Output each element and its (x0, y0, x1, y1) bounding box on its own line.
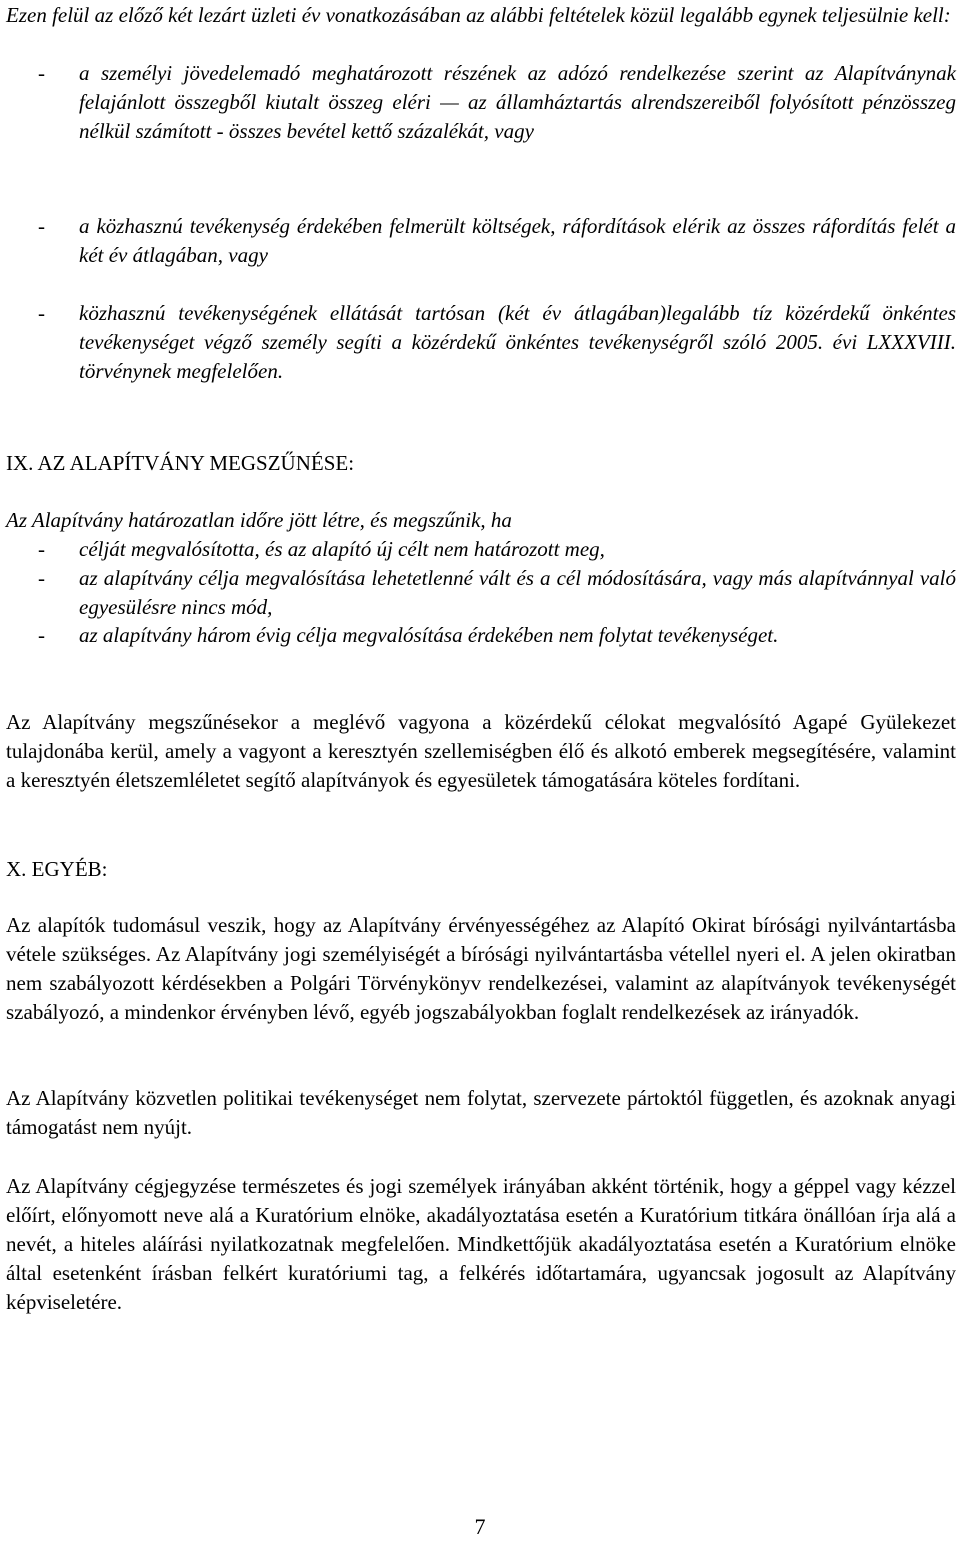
intro-list-item-text: a személyi jövedelemadó meghatározott részének az adózó rendelkezése szerint az Alapítványnak felajánlott összegből kiutalt összeg eléri — az államháztartás alrendszereiből folyósított pénzösszeg nélkül számított - összes bevétel kettő százalékát, vagy (79, 61, 956, 143)
section-ix-list-item-2 (6, 564, 956, 622)
intro-list-item-1 (6, 59, 956, 146)
list-dash: - (38, 566, 45, 590)
intro-list-item-text: közhasznú tevékenységének ellátását tartósan (két év átlagában)legalább tíz közérdekű önkéntes tevékenységet végző személy segíti a közérdekű önkéntes tevékenységről szóló 2005. évi LXXXVIII. törvénynek megfelelően. (79, 301, 956, 383)
section-ix-list-item-text: az alapítvány három évig célja megvalósítása érdekében nem folytat tevékenységet. (79, 623, 779, 647)
section-ix-lead: Az Alapítvány határozatlan időre jött létre, és megszűnik, ha (6, 508, 512, 532)
list-dash: - (38, 537, 45, 561)
intro-list-item-2 (6, 212, 956, 270)
section-x-paragraph-2: Az Alapítvány közvetlen politikai tevékenységet nem folytat, szervezete pártoktól független, és azoknak anyagi támogatást nem nyújt. (6, 1086, 956, 1139)
list-dash: - (38, 623, 45, 647)
section-ix-list-item-text: az alapítvány célja megvalósítása lehetetlenné vált és a cél módosítására, vagy más alapítvánnyal való egyesülésre nincs mód, (79, 566, 956, 619)
section-ix-list-item-1 (6, 535, 956, 564)
intro-list-item-text: a közhasznú tevékenység érdekében felmerült költségek, ráfordítások elérik az összes ráfordítás felét a két év átlagában, vagy (79, 214, 956, 267)
section-ix-list-item-3 (6, 621, 956, 650)
list-dash: - (38, 214, 45, 238)
intro-list-item-3 (6, 299, 956, 386)
section-heading-x: X. EGYÉB: (6, 857, 108, 881)
section-x-paragraph-1: Az alapítók tudomásul veszik, hogy az Alapítvány érvényességéhez az Alapító Okirat bírósági nyilvántartásba vétele szükséges. Az Alapítvány jogi személyiségét a bírósági nyilvántartásba vétellel nyeri el. A jelen okiratban nem szabályozott kérdésekben a Polgári Törvénykönyv rendelkezései, valamint az alapítványok tevékenységét szabályozó, a mindenkor érvényben lévő, egyéb jogszabályokban foglalt rendelkezések az irányadók. (6, 913, 956, 1024)
section-heading-ix: IX. AZ ALAPÍTVÁNY MEGSZŰNÉSE: (6, 451, 355, 475)
page-number: 7 (474, 1514, 486, 1539)
section-ix-list-item-text: célját megvalósította, és az alapító új célt nem határozott meg, (79, 537, 605, 561)
section-x-paragraph-3: Az Alapítvány cégjegyzése természetes és jogi személyek irányában akként történik, hogy a géppel vagy kézzel előírt, előnyomott neve alá a Kuratórium elnöke, akadályoztatása esetén a Kuratórium titkára önállóan írja alá a nevét, a hiteles aláírási nyilatkozatnak megfelelően. Mindkettőjük akadályoztatása esetén a Kuratórium elnöke által esetenként írásban felkért kuratóriumi tag, a felkérés időtartamára, ugyancsak jogosult az Alapítvány képviseletére. (6, 1174, 956, 1314)
list-dash: - (38, 61, 45, 85)
section-ix-paragraph: Az Alapítvány megszűnésekor a meglévő vagyona a közérdekű célokat megvalósító Agapé Gyülekezet tulajdonába kerül, amely a vagyont a keresztyén szellemiségben élő és alkotó emberek megsegítésére, valamint a keresztyén életszemléletet segítő alapítványok és egyesületek támogatására köteles fordítani. (6, 710, 956, 792)
list-dash: - (38, 301, 45, 325)
intro-lead: Ezen felül az előző két lezárt üzleti év vonatkozásában az alábbi feltételek közül legalább egynek teljesülnie kell: (6, 3, 951, 27)
